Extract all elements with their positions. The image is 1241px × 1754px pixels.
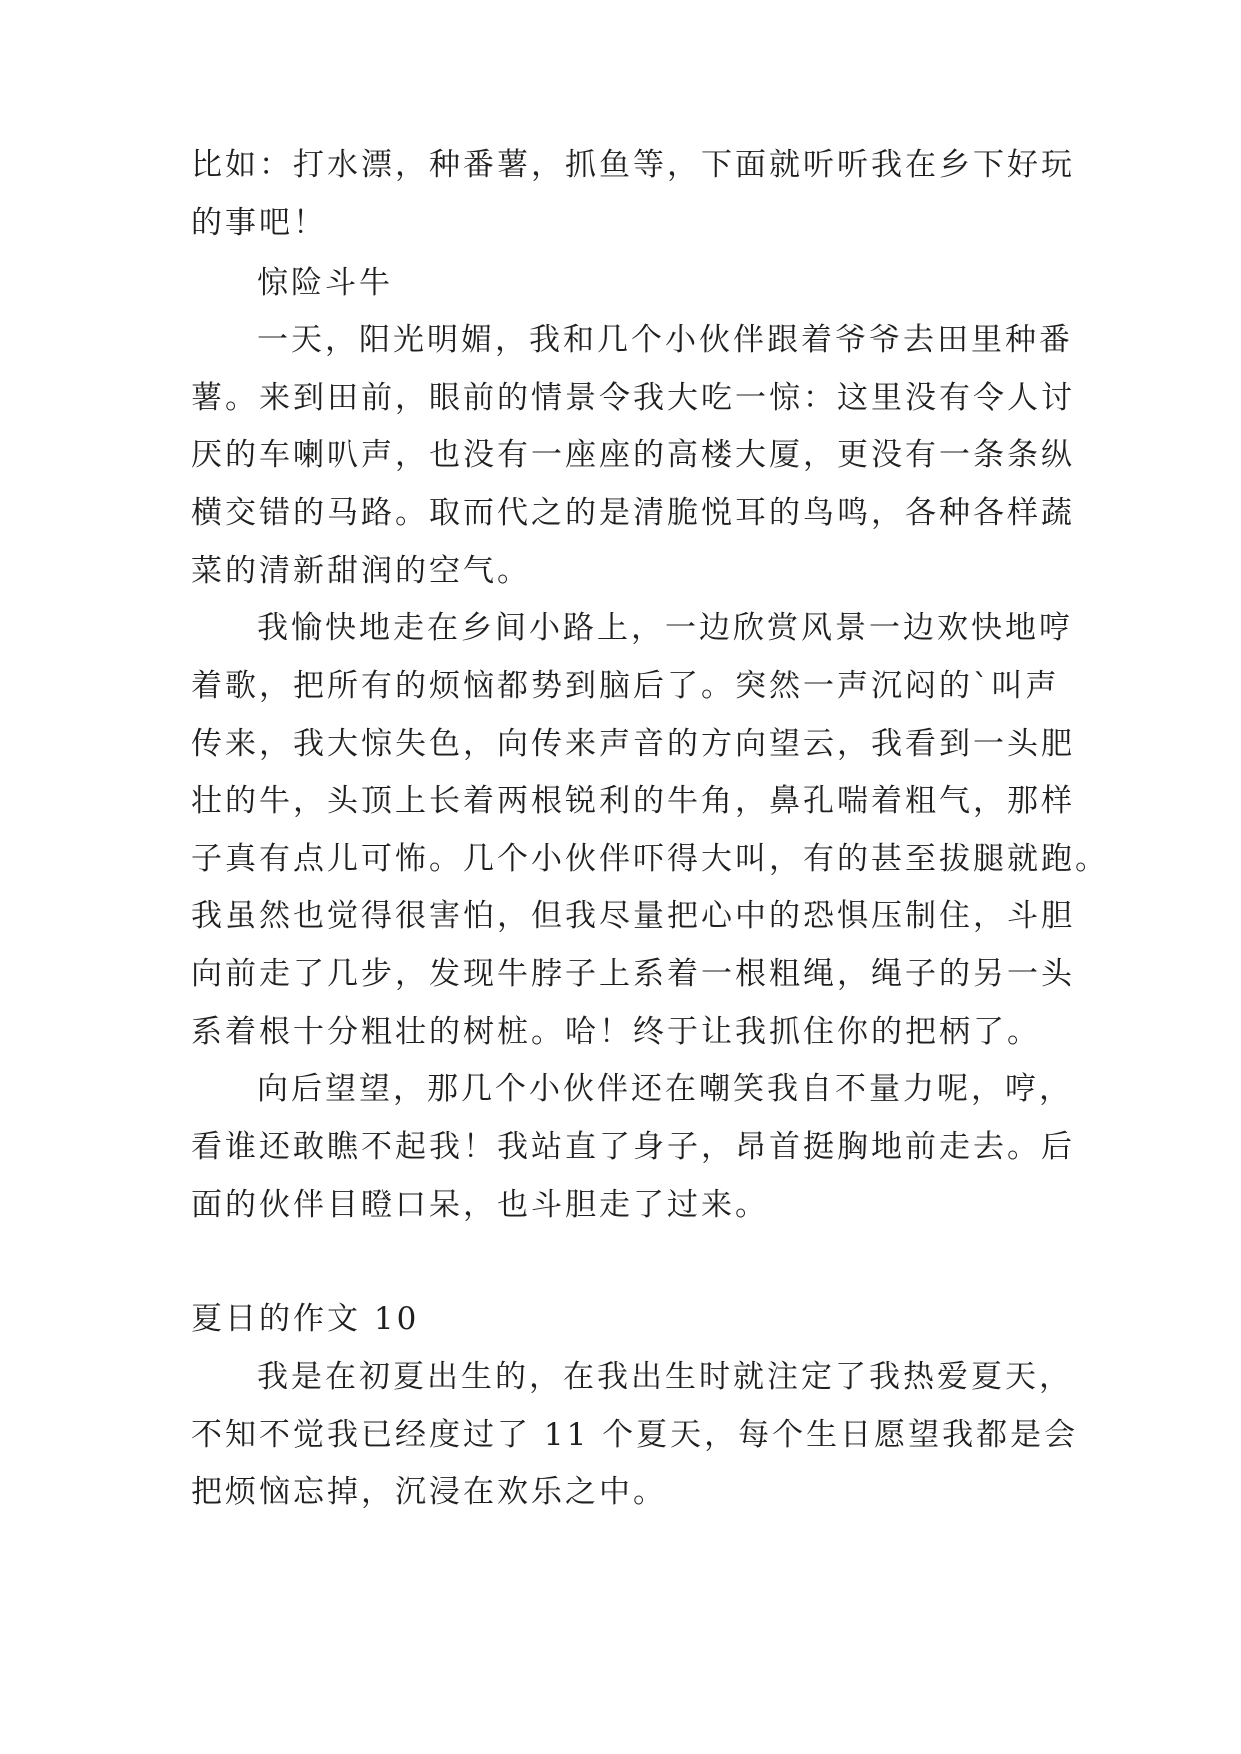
text-line: 不知不觉我已经度过了 11 个夏天，每个生日愿望我都是会 [191, 1417, 1079, 1453]
text-line: 我愉快地走在乡间小路上，一边欣赏风景一边欢快地哼 [257, 610, 1073, 646]
text-line: 向后望望，那几个小伙伴还在嘲笑我自不量力呢，哼， [257, 1071, 1073, 1107]
text-line: 传来，我大惊失色，向传来声音的方向望云，我看到一头肥 [191, 726, 1075, 762]
text-line: 面的伙伴目瞪口呆，也斗胆走了过来。 [191, 1187, 769, 1223]
text-line: 比如：打水漂，种番薯，抓鱼等，下面就听听我在乡下好玩 [191, 147, 1075, 183]
text-line: 我虽然也觉得很害怕，但我尽量把心中的恐惧压制住，斗胆 [191, 898, 1075, 934]
text-line: 我是在初夏出生的，在我出生时就注定了我热爱夏天， [257, 1359, 1073, 1395]
text-line: 子真有点儿可怖。几个小伙伴吓得大叫，有的甚至拔腿就跑。 [191, 841, 1109, 877]
text-line: 菜的清新甜润的空气。 [191, 553, 531, 589]
section-title: 夏日的作文 10 [191, 1301, 420, 1337]
text-line: 壮的牛，头顶上长着两根锐利的牛角，鼻孔喘着粗气，那样 [191, 783, 1075, 819]
text-line: 厌的车喇叭声，也没有一座座的高楼大厦，更没有一条条纵 [191, 437, 1075, 473]
text-line: 向前走了几步，发现牛脖子上系着一根粗绳，绳子的另一头 [191, 956, 1075, 992]
text-line: 着歌，把所有的烦恼都势到脑后了。突然一声沉闷的`叫声 [191, 668, 1060, 704]
text-line: 薯。来到田前，眼前的情景令我大吃一惊：这里没有令人讨 [191, 380, 1075, 416]
text-line: 横交错的马路。取而代之的是清脆悦耳的鸟鸣，各种各样蔬 [191, 495, 1075, 531]
text-line: 一天，阳光明媚，我和几个小伙伴跟着爷爷去田里种番 [257, 322, 1073, 358]
text-line: 的事吧！ [191, 205, 327, 241]
text-line: 看谁还敢瞧不起我！我站直了身子，昂首挺胸地前走去。后 [191, 1129, 1075, 1165]
text-line: 把烦恼忘掉，沉浸在欢乐之中。 [191, 1474, 667, 1510]
text-line: 系着根十分粗壮的树桩。哈！终于让我抓住你的把柄了。 [191, 1014, 1041, 1050]
subheading: 惊险斗牛 [257, 265, 393, 301]
